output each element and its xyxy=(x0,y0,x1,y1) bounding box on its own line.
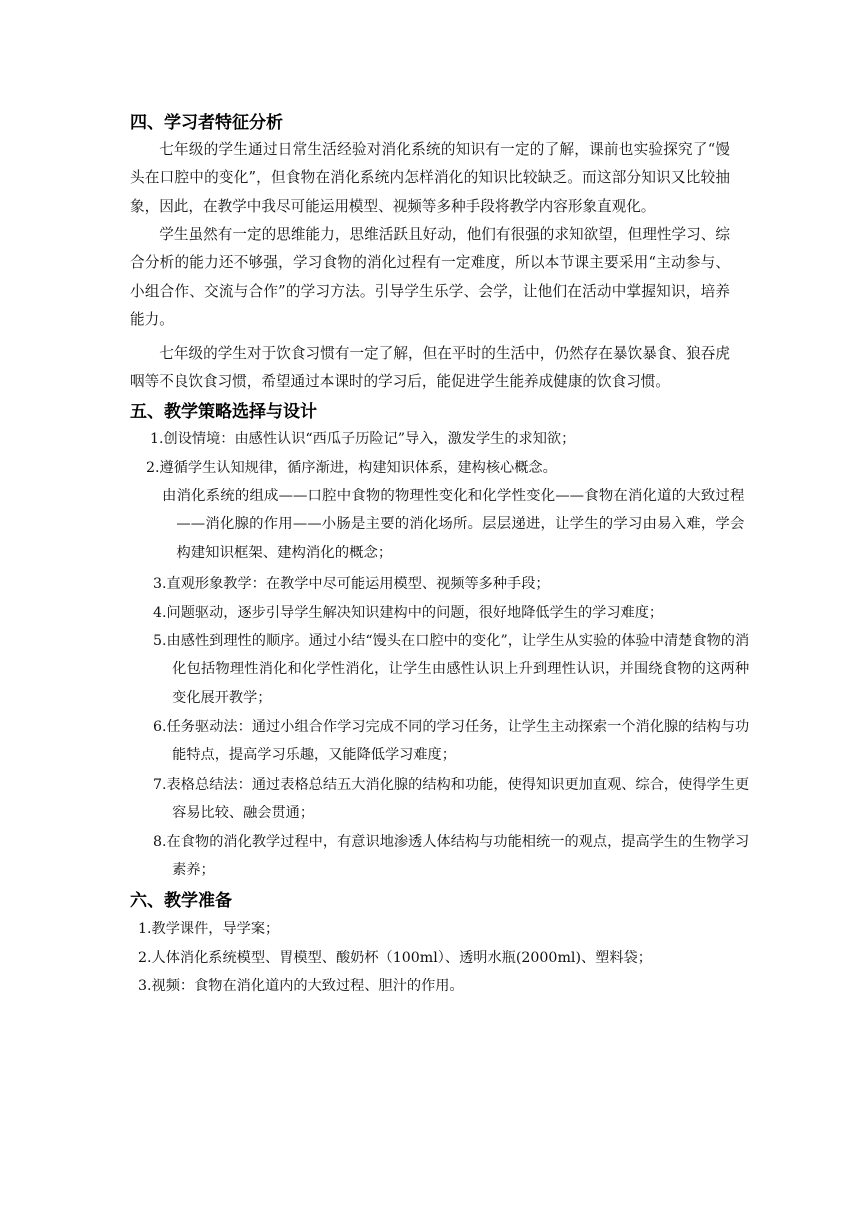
strategy-item-8: 8.在食物的消化教学过程中，有意识地渗透人体结构与功能相统一的观点，提高学生的生物学习素养； xyxy=(153,834,750,879)
learner-analysis-paragraph-2: 学生虽然有一定的思维能力，思维活跃且好动，他们有很强的求知欲望，但理性学习、综合分析的能力还不够强，学习食物的消化过程有一定难度，所以本节课主要采用“主动参与、小组合作、交流与合作”的学习方法。引导学生乐学、会学，让他们在活动中掌握知识，培养能力。 xyxy=(130,226,730,328)
preparation-item-3: 3.视频：食物在消化道内的大致过程、胆汁的作用。 xyxy=(138,978,464,994)
section-heading-learner-analysis: 四、学习者特征分析 xyxy=(130,113,283,133)
strategy-item-4: 4.问题驱动，逐步引导学生解决知识建构中的问题，很好地降低学生的学习难度； xyxy=(153,605,664,621)
strategy-item-7: 7.表格总结法：通过表格总结五大消化腺的结构和功能，使得知识更加直观、综合，使得学生更容易比较、融会贯通； xyxy=(153,777,750,822)
preparation-item-1: 1.教学课件，导学案； xyxy=(138,921,280,937)
strategy-item-5: 5.由感性到理性的顺序。通过小结“馒头在口腔中的变化”，让学生从实验的体验中清楚食物的消化包括物理性消化和化学性消化，让学生由感性认识上升到理性认识，并围绕食物的这两种变化展开教学； xyxy=(153,633,750,706)
strategy-item-2-detail: 由消化系统的组成——口腔中食物的物理性变化和化学性变化——食物在消化道的大致过程——消化腺的作用——小肠是主要的消化场所。层层递进，让学生的学习由易入难，学会构建知识框架、建构消化的概念； xyxy=(162,488,745,561)
section-heading-teaching-preparation: 六、教学准备 xyxy=(130,891,232,911)
strategy-item-1: 1.创设情境：由感性认识“西瓜子历险记”导入，激发学生的求知欲； xyxy=(150,431,576,447)
strategy-item-3: 3.直观形象教学：在教学中尽可能运用模型、视频等多种手段； xyxy=(153,576,550,592)
learner-analysis-paragraph-3: 七年级的学生对于饮食习惯有一定了解，但在平时的生活中，仍然存在暴饮暴食、狼吞虎咽等不良饮食习惯，希望通过本课时的学习后，能促进学生能养成健康的饮食习惯。 xyxy=(130,345,730,391)
preparation-item-2: 2.人体消化系统模型、胃模型、酸奶杯（100ml）、透明水瓶(2000ml)、塑料袋； xyxy=(138,950,652,966)
strategy-item-6: 6.任务驱动法：通过小组合作学习完成不同的学习任务，让学生主动探索一个消化腺的结构与功能特点，提高学习乐趣，又能降低学习难度； xyxy=(153,719,750,764)
strategy-item-2: 2.遵循学生认知规律，循序渐进，构建知识体系，建构核心概念。 xyxy=(146,460,557,476)
section-heading-teaching-strategy: 五、教学策略选择与设计 xyxy=(130,402,317,422)
learner-analysis-paragraph-1: 七年级的学生通过日常生活经验对消化系统的知识有一定的了解，课前也实验探究了“馒头在口腔中的变化”，但食物在消化系统内怎样消化的知识比较缺乏。而这部分知识又比较抽象，因此，在教学中我尽可能运用模型、视频等多种手段将教学内容形象直观化。 xyxy=(130,141,730,215)
